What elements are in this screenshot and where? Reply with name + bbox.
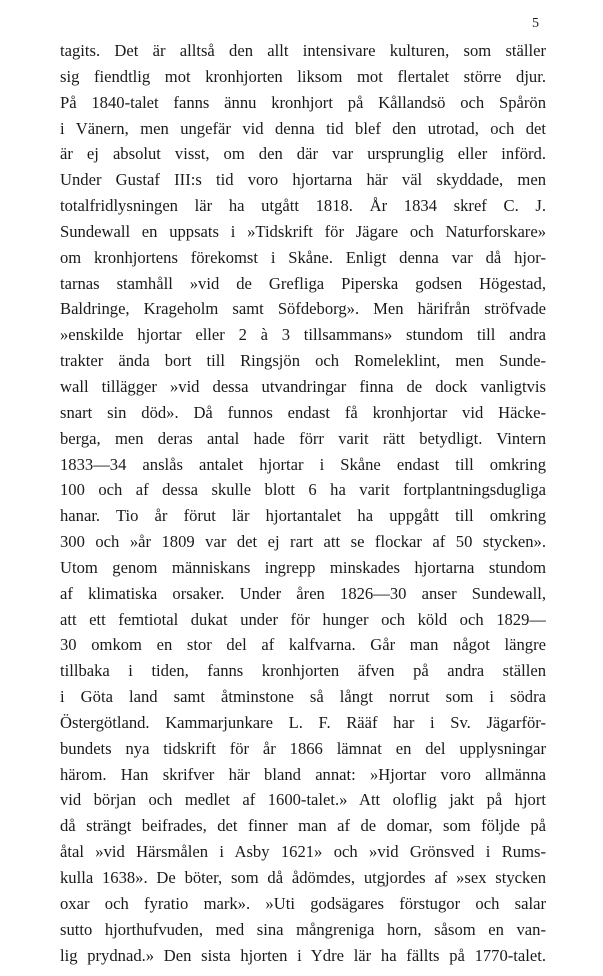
text-line: då strängt beifrades, det finner man af de domar, som följde på xyxy=(60,816,546,836)
text-line: åtal »vid Härsmålen i Asby 1621» och »vid Grönsved i Rums- xyxy=(60,842,546,862)
text-line: sutto hjorthufvuden, med sina mångreniga horn, såsom en van- xyxy=(60,919,546,939)
text-line: härom. Han skrifver här bland annat: »Hjortar voro allmänna xyxy=(60,764,546,784)
text-line: trakter ända bort till Ringsjön och Romeleklint, men Sunde- xyxy=(60,351,546,371)
text-line: »enskilde hjortar eller 2 à 3 tillsammans» stundom till andra xyxy=(60,325,546,345)
text-line: kulla 1638». De böter, som då ådömdes, utgjordes af »sex stycken xyxy=(60,868,546,887)
text-line: Under Gustaf III:s tid voro hjortarna här väl skyddade, men xyxy=(60,170,546,190)
text-line: På 1840-talet fanns ännu kronhjort på Kållandsö och Spårön xyxy=(60,92,546,112)
text-line: af klimatiska orsaker. Under åren 1826—30 anser Sundewall, xyxy=(60,583,546,603)
text-line: är ej absolut visst, om den där var ursprunglig eller införd. xyxy=(60,144,546,164)
text-line: tagits. Det är alltså den allt intensivare kulturen, som ställer xyxy=(60,41,546,60)
text-line: hanar. Tio år förut lär hjortantalet ha uppgått till omkring xyxy=(60,506,546,526)
text-line: sig fiendtlig mot kronhjorten liksom mot flertalet större djur. xyxy=(60,66,546,86)
text-line: tillbaka i tiden, fanns kronhjorten äfven på andra ställen xyxy=(60,661,546,681)
text-line: oxar och fyratio mark». »Uti godsägares förstugor och salar xyxy=(60,893,546,913)
text-line: totalfridlysningen lär ha utgått 1818. År 1834 skref C. J. xyxy=(60,196,546,216)
text-line: i Vänern, men ungefär vid denna tid blef den utrotad, och det xyxy=(60,118,546,138)
text-line: i Göta land samt åtminstone så långt norrut som i södra xyxy=(60,687,546,707)
text-line: 1833—34 anslås antalet hjortar i Skåne endast till omkring xyxy=(60,454,546,474)
text-line: 300 och »år 1809 var det ej rart att se flockar af 50 stycken». xyxy=(60,532,546,552)
text-line: Utom genom människans ingrepp minskades hjortarna stundom xyxy=(60,557,546,577)
text-line: om kronhjortens förekomst i Skåne. Enligt denna var då hjor- xyxy=(60,247,546,267)
page-number: 5 xyxy=(532,16,539,31)
text-line: 30 omkom en stor del af kalfvarna. Går man något längre xyxy=(60,635,546,655)
text-line: bundets nya tidskrift för år 1866 lämnat en del upplysningar xyxy=(60,738,546,758)
text-line: Baldringe, Krageholm samt Söfdeborg». Men härifrån ströfvade xyxy=(60,299,546,319)
text-line: tarnas stamhåll »vid de Grefliga Piperska godsen Högestad, xyxy=(60,273,546,293)
text-line: berga, men deras antal hade förr varit rätt betydligt. Vintern xyxy=(60,428,546,448)
text-line: 100 och af dessa skulle blott 6 ha varit fortplantningsdugliga xyxy=(60,480,546,500)
text-line: Sundewall en uppsats i »Tidskrift för Jägare och Naturforskare» xyxy=(60,221,546,241)
text-line: Östergötland. Kammarjunkare L. F. Rääf har i Sv. Jägarför- xyxy=(60,712,546,732)
body-text xyxy=(60,38,546,968)
text-line-last: lig prydnad.» Den sista hjorten i Ydre lär ha fällts på 1770-talet. xyxy=(60,945,546,965)
text-line: snart sin död». Då funnos endast få kronhjortar vid Häcke- xyxy=(60,402,546,422)
text-line: vid början och medlet af 1600-talet.» Att oloflig jakt på hjort xyxy=(60,790,546,810)
text-line: att ett femtiotal dukat under för hunger och köld och 1829— xyxy=(60,609,546,629)
text-line: wall tillägger »vid dessa utvandringar finna de dock vanligtvis xyxy=(60,376,546,396)
